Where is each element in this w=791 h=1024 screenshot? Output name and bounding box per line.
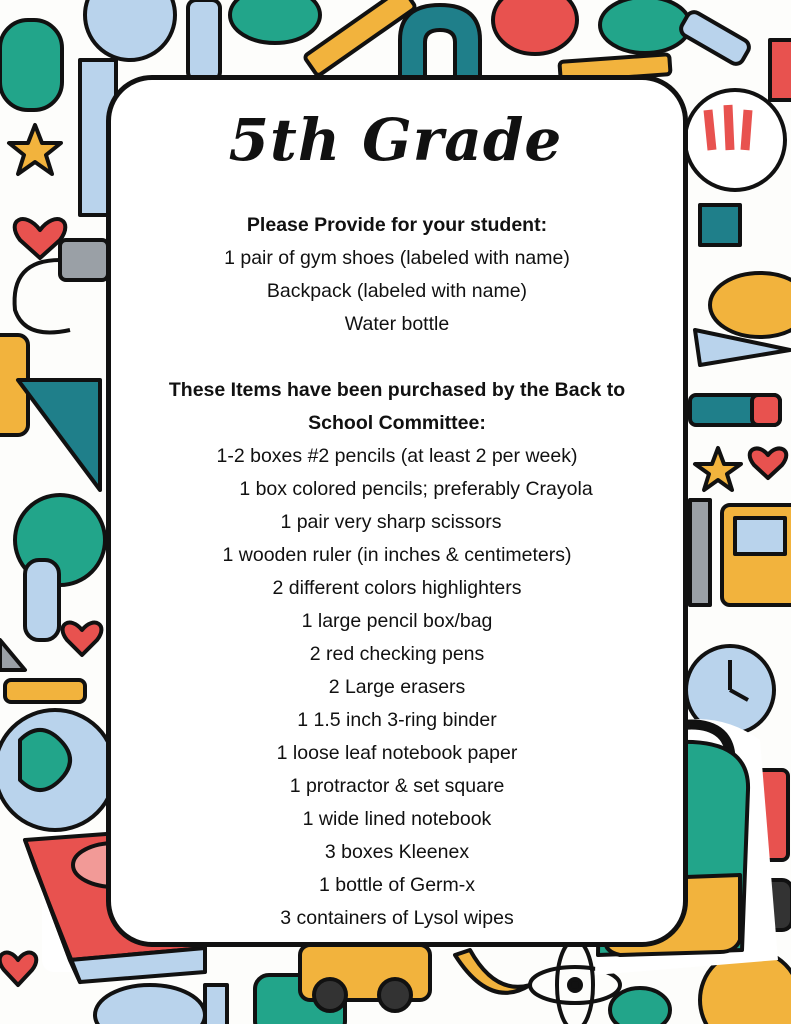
wheel-icon bbox=[314, 979, 346, 1011]
heart-icon bbox=[0, 953, 36, 985]
calculator-icon bbox=[60, 240, 108, 280]
leaf-icon bbox=[610, 988, 670, 1024]
provide-item: Water bottle bbox=[344, 313, 450, 335]
apple-icon bbox=[493, 0, 577, 54]
purchased-heading-line2: School Committee: bbox=[308, 412, 486, 434]
globe-stand-icon bbox=[5, 680, 85, 702]
purchased-item: 1-2 boxes #2 pencils (at least 2 per week) bbox=[216, 445, 578, 467]
marker-cap-icon bbox=[752, 395, 780, 425]
purchased-item: 1 wide lined notebook bbox=[302, 808, 492, 830]
football-icon bbox=[710, 273, 791, 337]
purchased-item: 1 large pencil box/bag bbox=[301, 610, 493, 632]
heart-icon bbox=[63, 623, 102, 655]
page-title: 5th Grade bbox=[228, 106, 563, 174]
test-tube-icon bbox=[600, 0, 690, 53]
lab-flask-icon bbox=[0, 20, 62, 110]
purchased-item: 1 wooden ruler (in inches & centimeters) bbox=[222, 544, 572, 566]
purchased-item: 3 boxes Kleenex bbox=[324, 841, 470, 863]
purchased-item: 1 protractor & set square bbox=[289, 775, 505, 797]
purchased-item: 1 bottle of Germ-x bbox=[318, 874, 476, 896]
purchased-item: 2 Large erasers bbox=[328, 676, 466, 698]
pen-tip-icon bbox=[0, 640, 25, 670]
purchased-item: 3 containers of Lysol wipes bbox=[280, 907, 514, 929]
test-tube-icon bbox=[25, 560, 59, 640]
purchased-item: 1 box colored pencils; preferably Crayola bbox=[239, 478, 593, 500]
heart-icon bbox=[15, 219, 66, 258]
radio-screen-icon bbox=[735, 518, 785, 554]
purchased-item: 2 different colors highlighters bbox=[272, 577, 522, 599]
purchased-item: 1 pair very sharp scissors bbox=[280, 511, 502, 533]
wheel-icon bbox=[379, 979, 411, 1011]
test-tube-icon bbox=[678, 9, 752, 67]
stapler-icon bbox=[690, 500, 710, 605]
magnet-icon bbox=[400, 5, 480, 80]
set-square-icon bbox=[18, 380, 100, 490]
alarm-clock-icon bbox=[95, 985, 205, 1024]
marker-icon bbox=[188, 0, 220, 80]
purchased-item: 1 loose leaf notebook paper bbox=[276, 742, 518, 764]
banana-icon bbox=[455, 950, 530, 993]
book-icon bbox=[770, 40, 791, 100]
purchased-item: 1 1.5 inch 3-ring binder bbox=[297, 709, 497, 731]
pencil-case-icon bbox=[230, 0, 320, 43]
heart-icon bbox=[750, 448, 787, 478]
atom-nucleus-icon bbox=[569, 979, 581, 991]
provide-heading: Please Provide for your student: bbox=[246, 214, 548, 236]
alarm-clock-icon bbox=[85, 0, 175, 60]
pencil-icon bbox=[205, 985, 227, 1024]
purchased-item: 2 red checking pens bbox=[309, 643, 485, 665]
provide-item: Backpack (labeled with name) bbox=[266, 280, 528, 302]
provide-item: 1 pair of gym shoes (labeled with name) bbox=[224, 247, 570, 269]
purchased-heading-line1: These Items have been purchased by the Back to bbox=[168, 379, 626, 401]
binder-clip-icon bbox=[700, 205, 740, 245]
